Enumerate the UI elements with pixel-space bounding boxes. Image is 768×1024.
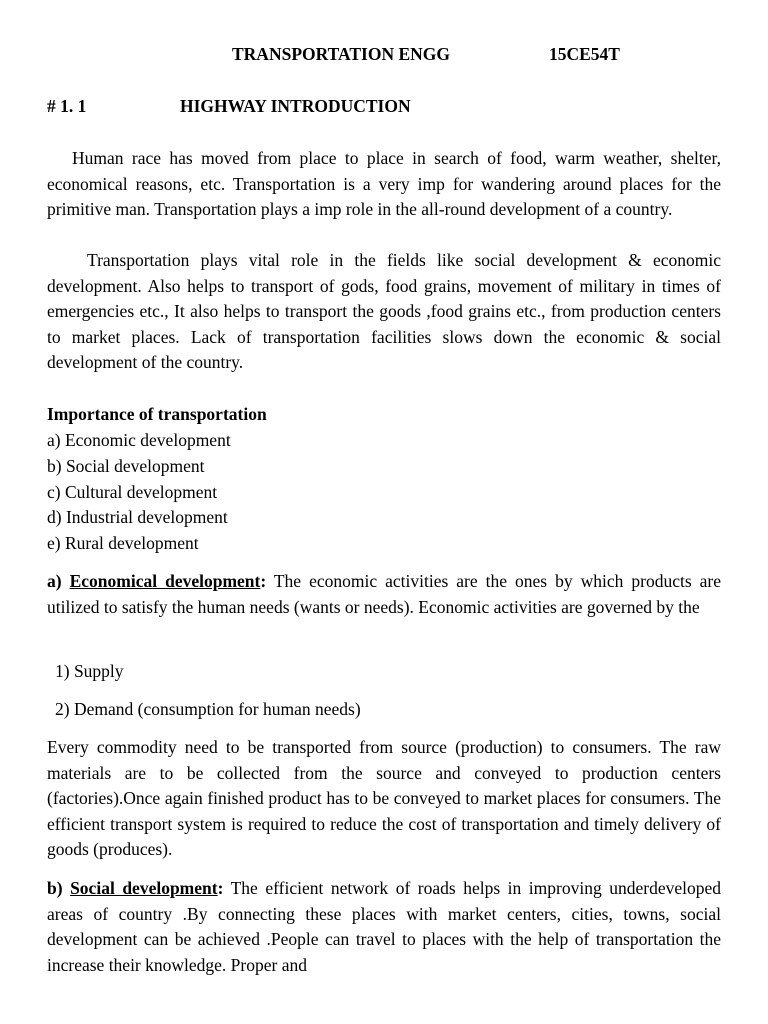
social-paragraph — [47, 876, 721, 978]
social-heading: Social development — [70, 878, 218, 898]
section-number: # 1. 1 — [47, 96, 87, 116]
economical-paragraph-2: Every commodity need to be transported from source (production) to consumers. The raw materials are to be collected from the source and conveyed to production centers (factories).Once again finished product has to be conveyed to market places for consumers. The efficient transport system is required to reduce the cost of transportation and timely delivery of goods (produces). — [47, 737, 721, 860]
intro-paragraph-1: Human race has moved from place to place in search of food, warm weather, shelter, economical reasons, etc. Transportation is a very imp for wandering around places for the primitive man. Transportation plays a imp role in the all-round development of a country. — [47, 148, 721, 220]
economical-prefix: a) — [47, 571, 70, 591]
social-colon: : — [217, 878, 224, 898]
supply-item: 1) Supply — [55, 661, 124, 681]
economical-colon: : — [260, 571, 267, 591]
list-item: c) Cultural development — [47, 481, 218, 502]
importance-list — [47, 428, 231, 557]
header-title: TRANSPORTATION ENGG — [232, 44, 450, 64]
list-item: e) Rural development — [47, 533, 199, 554]
intro-paragraph-2: Transportation plays vital role in the fields like social development & economic development. Also helps to transport of gods, food grains, movement of military in times of emergencies etc., It also helps to transport the goods ,food grains etc., from production centers to market places. Lack of transportation facilities slows down the economic & social development of the country. — [47, 250, 721, 373]
economical-paragraph — [47, 569, 721, 620]
social-text: The efficient network of roads helps in improving underdeveloped areas of country .By connecting these places with market centers, cities, towns, social development can be achieved .People can travel to places with the help of transportation the increase their knowledge. Proper and — [47, 878, 721, 975]
social-prefix: b) — [47, 878, 71, 898]
list-item: d) Industrial development — [47, 507, 228, 528]
importance-heading: Importance of transportation — [47, 404, 267, 424]
list-item: a) Economic development — [47, 430, 231, 450]
demand-item: 2) Demand (consumption for human needs) — [55, 699, 361, 719]
list-item: b) Social development — [47, 455, 205, 476]
course-code: 15CE54T — [549, 44, 620, 64]
economical-text: The economic activities are the ones by which products are utilized to satisfy the human needs (wants or needs). Economic activities are governed by the — [47, 571, 722, 617]
economical-heading: Economical development — [69, 571, 261, 591]
section-title: HIGHWAY INTRODUCTION — [180, 96, 411, 116]
